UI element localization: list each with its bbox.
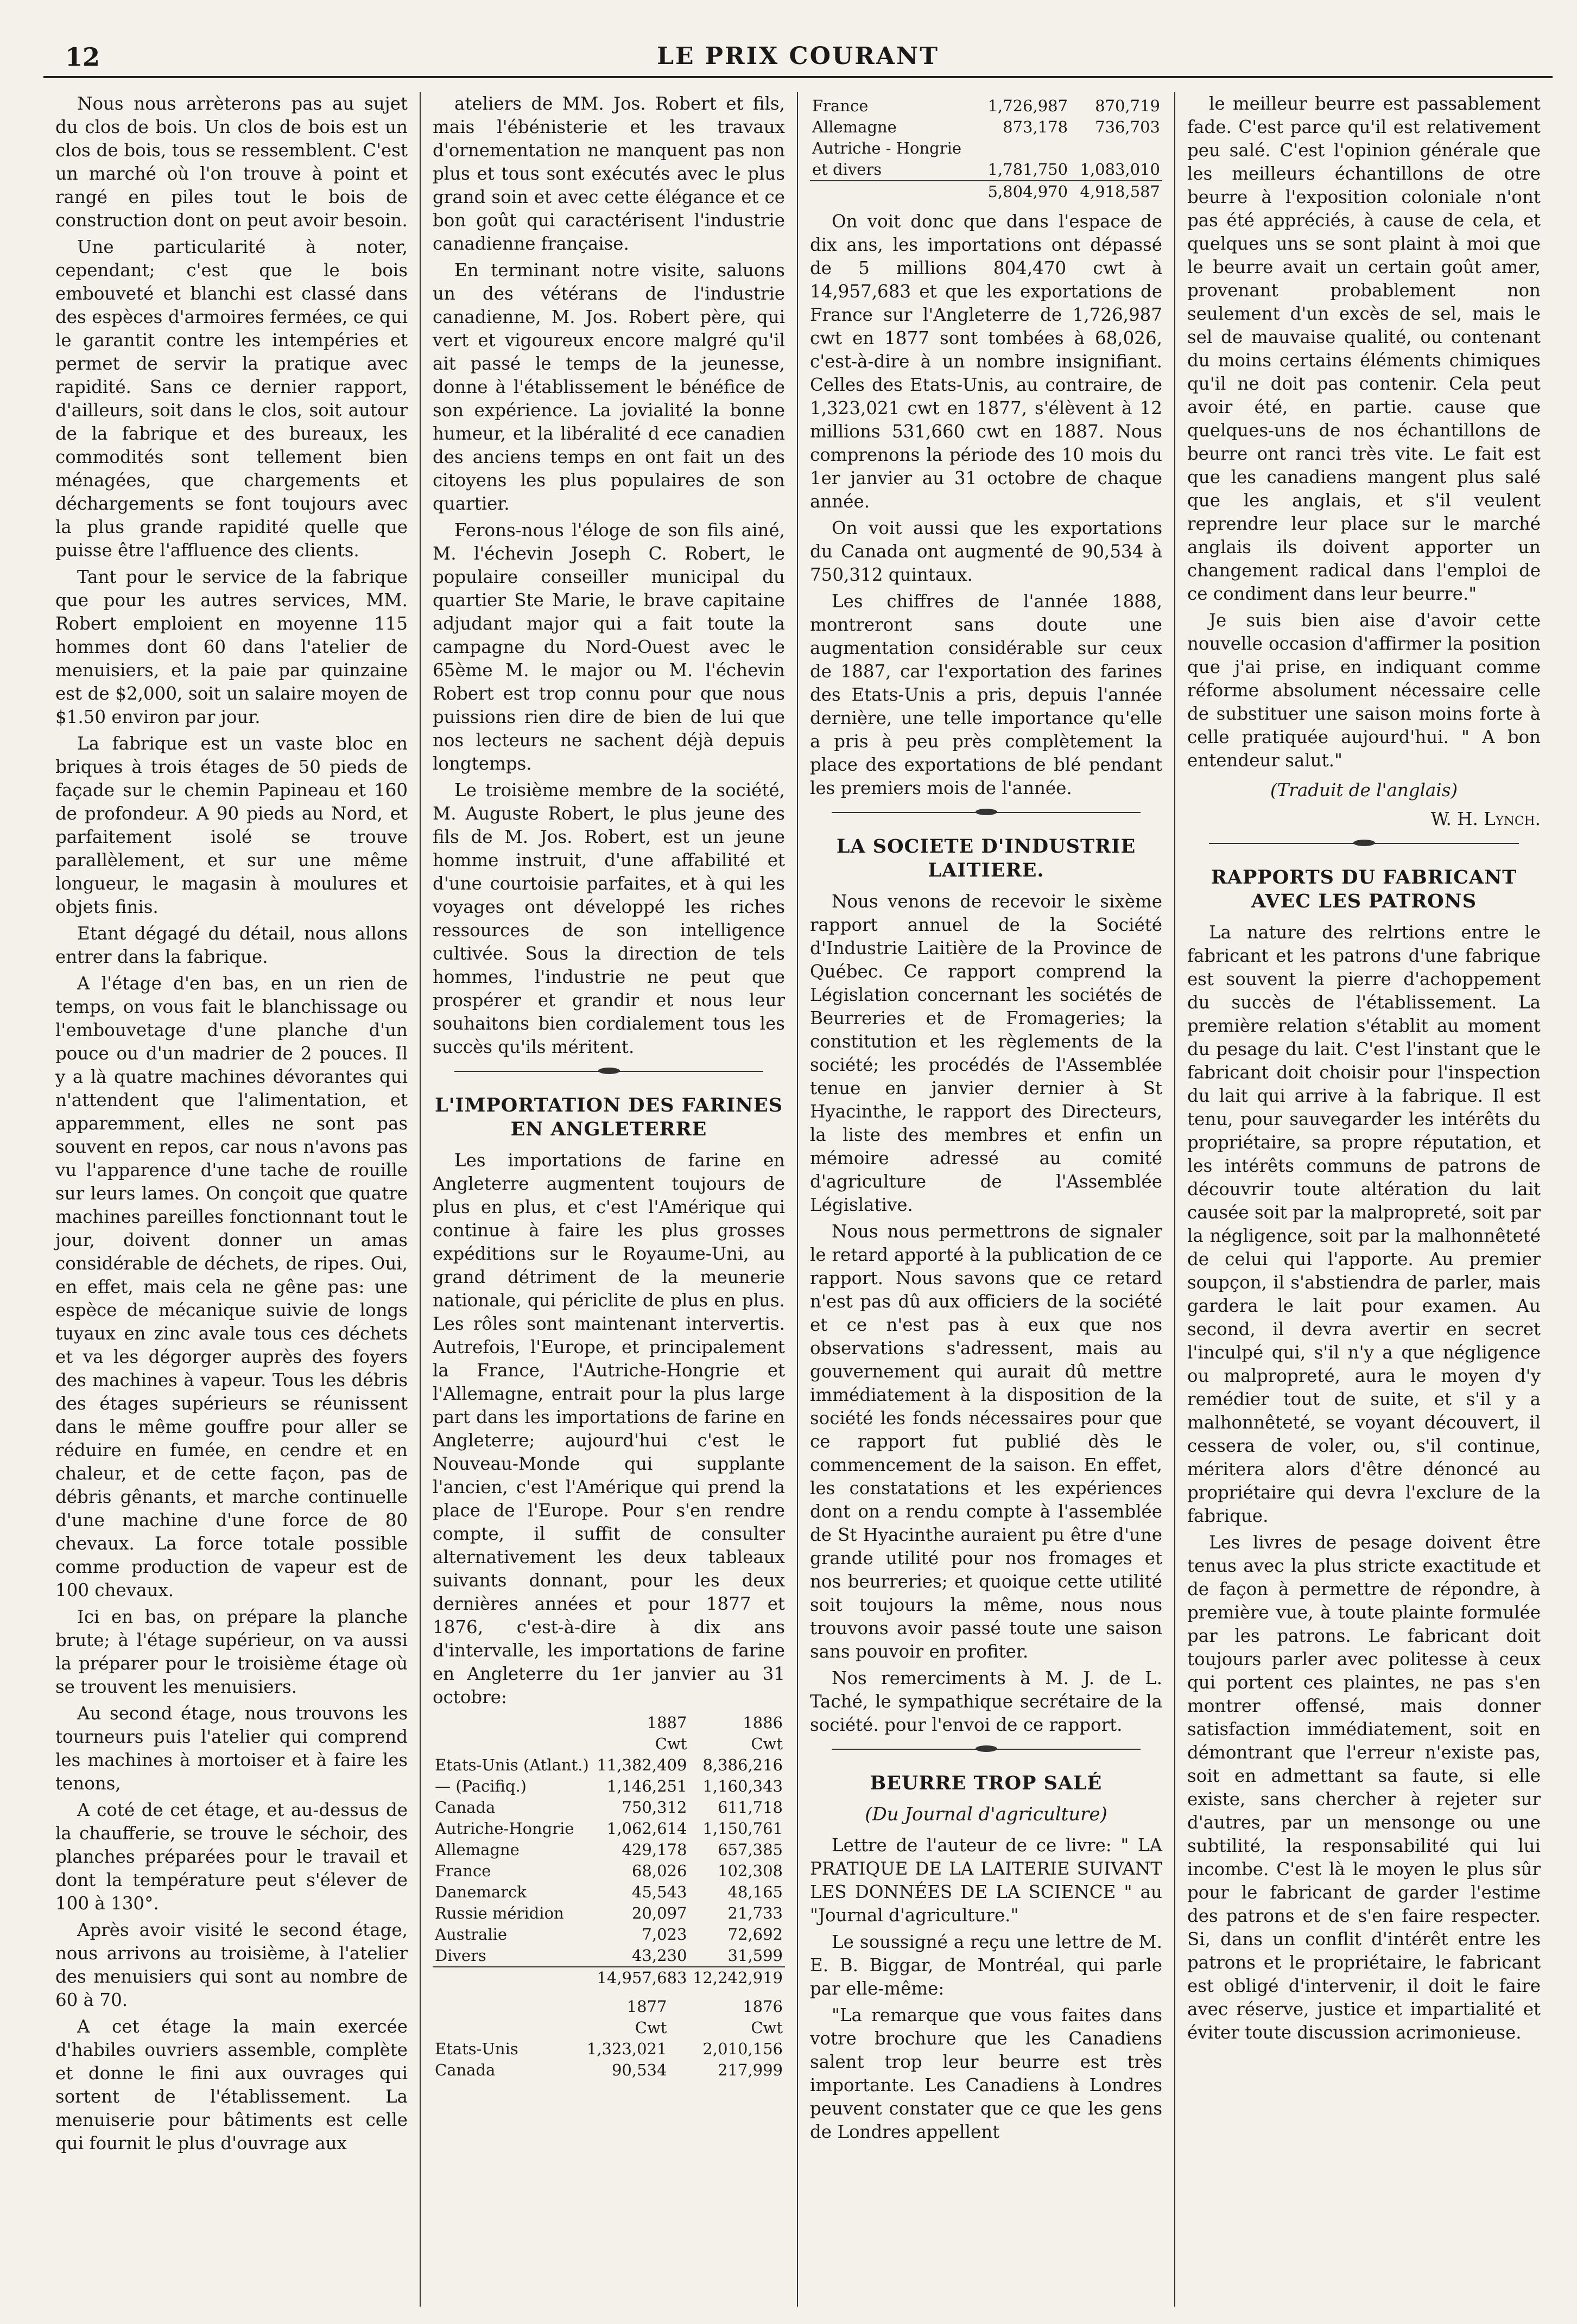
section-divider — [454, 1071, 763, 1072]
table-cell: 1,062,614 — [606, 1819, 687, 1838]
table-cell: Canada — [435, 1798, 496, 1817]
page-number: 12 — [65, 42, 100, 72]
table-row — [433, 1903, 785, 1924]
table-header-row — [433, 2017, 785, 2039]
table-row — [433, 2060, 785, 2081]
newspaper-title: LE PRIX COURANT — [657, 42, 939, 70]
table-cell: 870,719 — [1095, 97, 1160, 115]
table-cell: 72,692 — [727, 1925, 783, 1944]
paragraph: "La remarque que vous faites dans votre brochure que les Canadiens salent trop leur beurre est très importante. Les Canadiens à Londres peuvent constater que ce que les gens de Londres appellent — [810, 2005, 1162, 2142]
table-cell: 429,178 — [622, 1840, 687, 1859]
table-cell: 43,230 — [631, 1946, 687, 1965]
paragraph: Nos remerciments à M. J. de L. Taché, le sympathique secrétaire de la société. pour l'envoi de ce rapport. — [810, 1668, 1162, 1735]
data-table — [433, 1996, 785, 2081]
table-total-row — [810, 181, 1162, 202]
table-cell: 1,323,021 — [586, 2040, 667, 2058]
table-header-cell: 1887 — [647, 1713, 687, 1732]
table-cell: 48,165 — [727, 1883, 783, 1901]
table-header-cell: Cwt — [635, 2018, 667, 2037]
table-total-cell: 12,242,919 — [689, 1967, 785, 1989]
table-header-cell: Cwt — [751, 1735, 783, 1753]
table-cell: 20,097 — [631, 1904, 687, 1922]
paragraph: Nous venons de recevoir le sixème rapport annuel de la Société d'Industrie Laitière de la Province de Québec. Ce rapport comprend la Législation concernant les sociétés de Beurreries et de Fromageries; la constitution et les règlements de la société; les procédés de l'Assemblée tenue en janvier dernier à St Hyacinthe, le rapport des Directeurs, la liste des membres et enfin un mémoire adressé au comité d'agriculture de l'Assemblée Législative. — [810, 891, 1162, 1215]
table-header-cell: Cwt — [751, 2018, 783, 2037]
table-row — [433, 1924, 785, 1945]
table-cell: 1,781,750 — [987, 160, 1068, 179]
paragraph: Nous nous permettrons de signaler le retard apporté à la publication de ce rapport. Nous savons que ce retard n'est pas dû aux officiers de la société et ce n'est pas à eux que nos observations s'adressent, mais au gouvernement qui aurait dû mettre immédiatement à la disposition de la société les fonds nécessaires pour que ce rapport fut publié dès le commencement de la saison. En effet, les constatations et les expériences dont on a rendu compte à l'assemblée de St Hyacinthe auraient pu être d'une grande utilité pour nos fromages et nos beurreries; et quoique cette utilité soit toujours la même, nous nous trouvons avoir passé toute une saison sans pouvoir en profiter. — [810, 1221, 1162, 1662]
data-table — [810, 96, 1162, 202]
table-row — [810, 159, 1162, 181]
article-heading: RAPPORTS DU FABRICANT AVEC LES PATRONS — [1211, 866, 1517, 912]
column-3 — [798, 92, 1175, 2307]
table-header-cell: Cwt — [655, 1735, 687, 1753]
table-total-cell: 5,804,970 — [978, 181, 1070, 202]
table-row — [433, 1797, 785, 1818]
table-cell: France — [435, 1862, 491, 1880]
paragraph: Je suis bien aise d'avoir cette nouvelle occasion d'affirmer la position que j'ai prise, en indiquant comme réforme absolument nécessaire celle de substituer une saison moins forte à celle pratiquée aujourd'hui. " A bon entendeur salut." — [1187, 610, 1541, 771]
paragraph: La fabrique est un vaste bloc en briques à trois étages de 50 pieds de façade sur le chemin Papineau et 160 de profondeur. A 90 pieds au Nord, et parfaitement isolé se trouve parallèlement, et sur une même longueur, le magasin à moulures et objets finis. — [55, 733, 408, 917]
table-cell: 2,010,156 — [702, 2040, 783, 2058]
table-cell: Divers — [435, 1946, 486, 1965]
paragraph: A coté de cet étage, et au-dessus de la chaufferie, se trouve le séchoir, des planches préparées pour le travail et dont la température peut s'élever de 100 à 130°. — [55, 1800, 408, 1914]
table-row — [433, 1861, 785, 1882]
table-cell: Etats-Unis — [435, 2040, 518, 2058]
table-cell: Allemagne — [812, 118, 897, 136]
table-row — [433, 1882, 785, 1903]
page-header — [43, 38, 1553, 78]
table-cell: 1,160,343 — [702, 1777, 783, 1795]
article-heading: LA SOCIETE D'INDUSTRIE LAITIERE. — [836, 835, 1136, 881]
section-divider — [832, 1749, 1141, 1750]
table-cell: 1,146,251 — [606, 1777, 687, 1795]
table-cell: 21,733 — [727, 1904, 783, 1922]
table-cell — [810, 181, 978, 202]
section-divider — [1209, 843, 1519, 844]
paragraph: Les chiffres de l'année 1888, montreront sans doute une augmentation considérable sur ceux de 1887, car l'exportation des farines des Etats-Unis a pris, depuis l'année dernière, une telle importance qu'elle a pris à peu près complètement la place des exportations de blé pendant les premiers mois de l'année. — [810, 591, 1162, 798]
paragraph: ateliers de MM. Jos. Robert et fils, mais l'ébénisterie et les travaux d'ornementation ne manquent pas non plus et tous sont exécutés avec le plus grand soin et avec cette élégance et ce bon goût qui caractérisent l'industrie canadienne française. — [433, 93, 785, 254]
table-header-row — [433, 1734, 785, 1755]
table-cell — [978, 138, 1070, 159]
paragraph: le meilleur beurre est passablement fade. C'est parce qu'il est relativement peu salé. C'est l'opinion générale que les meilleurs échantillons de otre beurre à l'exposition coloniale n'ont pas été appréciés, à cause de cela, et quelques uns se sont plaint à moi que le beurre avait un certain goût amer, provenant probablement non seulement d'un excès de sel, mais le sel de mauvaise qualité, ou contenant du moins certains éléments chimiques qu'il ne doit pas contenir. Cela peut avoir été, en partie. cause que quelques-uns de nos échantillons de beurre ont ranci très vite. Le fait est que les canadiens mangent plus salé que les anglais, et s'il veulent reprendre leur place sur le marché anglais ils doivent apporter un changement radical dans l'emploi de ce condiment dans leur beurre." — [1187, 93, 1541, 604]
paragraph: Nous nous arrèterons pas au sujet du clos de bois. Un clos de bois est un clos de bois, tous se ressemblent. C'est un marché où l'on trouve à point et rangé en piles tout le bois de construction dont on peut avoir besoin. — [55, 93, 408, 231]
column-4 — [1175, 92, 1553, 2307]
table-cell: 657,385 — [718, 1840, 783, 1859]
table-row — [433, 1776, 785, 1797]
table-header-row — [433, 1996, 785, 2017]
table-cell: 8,386,216 — [702, 1756, 783, 1774]
article-heading: L'IMPORTATION DES FARINES EN ANGLETERRE — [434, 1094, 783, 1140]
paragraph: A cet étage la main exercée d'habiles ouvriers assemble, complète et donne le fini aux ouvrages qui sortent de l'établissement. La menuiserie pour bâtiments est celle qui fournit le plus d'ouvrage aux — [55, 2016, 408, 2154]
table-cell: Danemarck — [435, 1883, 527, 1901]
data-table — [433, 1712, 785, 1989]
article-heading: BEURRE TROP SALÉ — [870, 1772, 1103, 1794]
table-header-cell — [433, 1996, 553, 2017]
table-row — [433, 1839, 785, 1861]
table-cell: 736,703 — [1095, 118, 1160, 136]
table-cell: 1,726,987 — [987, 97, 1068, 115]
paragraph: Ferons-nous l'éloge de son fils ainé, M. l'échevin Joseph C. Robert, le populaire conseiller municipal du quartier Ste Marie, le brave capitaine adjudant major qui a fait toute la campagne du Nord-Ouest avec le 65ème M. le major ou M. l'échevin Robert est trop connu pour que nous puissions rien dire de bien de lui que nos lecteurs ne sachent déjà depuis longtemps. — [433, 520, 785, 774]
article-subheading: (Du Journal d'agriculture) — [865, 1804, 1107, 1825]
table-row — [433, 1945, 785, 1967]
table-header-cell: 1876 — [743, 1997, 783, 2016]
table-row — [810, 96, 1162, 117]
table-cell: 90,534 — [611, 2061, 667, 2079]
paragraph: Lettre de l'auteur de ce livre: " LA PRATIQUE DE LA LAITERIE SUIVANT LES DONNÉES DE LA SCIENCE " au "Journal d'agriculture." — [810, 1835, 1162, 1926]
paragraph: Ici en bas, on prépare la planche brute; à l'étage supérieur, on va aussi la préparer pour le troisième étage où se trouvent les menuisiers. — [55, 1607, 408, 1697]
paragraph: On voit aussi que les exportations du Canada ont augmenté de 90,534 à 750,312 quintaux. — [810, 518, 1162, 585]
table-total-row — [433, 1967, 785, 1989]
table-header-cell — [433, 2017, 553, 2039]
paragraph: Les importations de farine en Angleterre augmentent toujours de plus en plus, et c'est l'Amérique qui continue à faire les plus grosses expéditions sur le Royaume-Uni, au grand détriment de la meunerie nationale, qui périclite de plus en plus. Les rôles sont maintenant intervertis. Autrefois, l'Europe, et principalement la France, l'Autriche-Hongrie et l'Allemagne, entrait pour la plus large part dans les importations de farine en Angleterre; aujourd'hui c'est le Nouveau-Monde qui supplante l'ancien, c'est l'Amérique qui prend la place de l'Europe. Pour s'en rendre compte, il suffit de consulter alternativement les deux tableaux suivants donnant, pour les deux dernières années et pour 1877 et 1876, c'est-à-dire à dix ans d'intervalle, les importations de farine en Angleterre du 1er janvier au 31 octobre: — [433, 1150, 785, 1707]
table-cell — [433, 1967, 593, 1989]
table-cell: Autriche-Hongrie — [435, 1819, 574, 1838]
paragraph: Les livres de pesage doivent être tenus avec la plus stricte exactitude et de façon à permettre de répondre, à première vue, à toute plainte formulée par les patrons. Le fabricant doit toujours parler avec politesse à ceux qui portent ces plaintes, ne pas s'en montrer offensé, mais donner satisfaction immédiatement, soit en démontrant que l'erreur n'existe pas, soit en admettant sa faute, si elle existe, sans chercher à rejeter sur d'autres, par un mensonge ou une subtilité, la responsabilité qui lui incombe. C'est là le moyen le plus sûr pour le fabricant de garder l'estime des patrons et de s'en faire respecter. Si, dans un conflit d'intérêt entre les patrons et le propriétaire, le fabricant est obligé d'intervenir, il doit le faire avec réserve, justice et impartialité et éviter toute discussion acrimonieuse. — [1187, 1532, 1541, 2043]
section-divider — [832, 812, 1141, 813]
table-cell: Autriche - Hongrie — [812, 139, 962, 157]
paragraph: La nature des relrtions entre le fabricant et les patrons d'une fabrique est souvent la pierre d'achoppement du succès de l'établissement. La première relation s'établit au moment du pesage du lait. C'est l'instant que le fabricant doit choisir pour l'inspection du lait qui arrive à la fabrique. Il est tenu, pour sauvegarder les intérêts du propriétaire, sa propre réputation, et les intérêts communs de patrons de découvrir toute altération du lait causée soit par la malpropreté, soit par la négligence, soit par la malhonnêteté de celui qui l'apporte. Au premier soupçon, il s'abstiendra de parler, mais gardera le lait pour examen. Au second, il devra avertir en secret l'inculpé qui, s'il n'y a que négligence ou malpropreté, aura le moyen d'y remédier tout de suite, et s'il y a malhonnêteté, se voyant découvert, il cessera de voler, ou, s'il continue, méritera alors d'être dénoncé au propriétaire qui devra l'exclure de la fabrique. — [1187, 922, 1541, 1526]
table-header-cell — [433, 1734, 593, 1755]
table-cell: 7,023 — [642, 1925, 687, 1944]
paragraph: Après avoir visité le second étage, nous arrivons au troisième, à l'atelier des menuisiers qui sont au nombre de 60 à 70. — [55, 1920, 408, 2010]
table-cell: 11,382,409 — [597, 1756, 687, 1774]
paragraph: Etant dégagé du détail, nous allons entrer dans la fabrique. — [55, 923, 408, 967]
paragraph: En terminant notre visite, saluons un des vétérans de l'industrie canadienne, M. Jos. Robert père, qui vert et vigoureux encore malgré qu'il ait passé le temps de la jeunesse, donne à l'établissement le bénéfice de son expérience. La jovialité la bonne humeur, et la libéralité d ece canadien des anciens temps en ont fait un des citoyens les plus populaires de son quartier. — [433, 260, 785, 514]
article-columns — [43, 92, 1553, 2307]
table-cell: 68,026 — [631, 1862, 687, 1880]
paragraph: Le troisième membre de la société, M. Auguste Robert, le plus jeune des fils de M. Jos. Robert, est un jeune homme instruit, d'une affabilité et d'une courtoisie parfaites, et à qui les voyages ont développé les riches ressources de son intelligence cultivée. Sous la direction de tels hommes, l'industrie ne peut que prospérer et grandir et nous leur souhaitons bien cordialement tous les succès qu'ils méritent. — [433, 780, 785, 1057]
table-header-row — [433, 1712, 785, 1734]
table-cell: 45,543 — [631, 1883, 687, 1901]
translation-credit: (Traduit de l'anglais) — [1270, 780, 1458, 801]
table-cell: Russie méridion — [435, 1904, 564, 1922]
table-header-cell: 1877 — [626, 1997, 667, 2016]
table-cell: Australie — [435, 1925, 508, 1944]
table-cell: 611,718 — [718, 1798, 783, 1817]
table-cell: 750,312 — [622, 1798, 687, 1817]
paragraph: Tant pour le service de la fabrique que pour les autres services, MM. Robert emploient en moyenne 115 hommes dont 60 dans l'atelier de menuisiers, et la paie par quinzaine est de $2,000, soit un salaire moyen de $1.50 environ par jour. — [55, 567, 408, 727]
table-cell: 1,083,010 — [1080, 160, 1160, 179]
table-cell: 102,308 — [718, 1862, 783, 1880]
table-cell — [1070, 138, 1162, 159]
author-signature: W. H. Lynch. — [1430, 809, 1541, 829]
table-cell: Canada — [435, 2061, 496, 2079]
paragraph: Au second étage, nous trouvons les tourneurs puis l'atelier qui comprend les machines à mortoiser et à faire les tenons, — [55, 1703, 408, 1794]
table-total-cell: 4,918,587 — [1070, 181, 1162, 202]
column-1 — [43, 92, 421, 2307]
table-row — [810, 117, 1162, 138]
table-cell: et divers — [812, 160, 882, 179]
paragraph: Le soussigné a reçu une lettre de M. E. B. Biggar, de Montréal, qui parle par elle-même: — [810, 1932, 1162, 1999]
table-row — [810, 138, 1162, 159]
table-cell: 873,178 — [1003, 118, 1068, 136]
table-cell: Etats-Unis (Atlant.) — [435, 1756, 589, 1774]
table-cell: 31,599 — [727, 1946, 783, 1965]
paragraph: Une particularité à noter, cependant; c'est que le bois embouveté et blanchi est classé dans des espèces d'armoires fermées, ce qui le garantit contre les intempéries et permet de servir la pratique avec rapidité. Sans ce dernier rapport, d'ailleurs, soit dans le clos, soit autour de la fabrique et des bureaux, les commodités sont tellement bien ménagées, que chargements et déchargements se font toujours avec la plus grande rapidité quelle que puisse être l'affluence des clients. — [55, 237, 408, 561]
column-2 — [421, 92, 798, 2307]
table-cell: 1,150,761 — [702, 1819, 783, 1838]
table-cell: France — [812, 97, 869, 115]
paragraph: A l'étage d'en bas, en un rien de temps, on vous fait le blanchissage ou l'embouvetage d'une planche d'un pouce ou d'un madrier de 2 pouces. Il y a là quatre machines dévorantes qui n'attendent que l'alimentation, et apparemment, elles ne sont pas souvent en repos, car nous n'avons pas vu l'apparence d'une tache de rouille sur leurs lames. On conçoit que quatre machines pareilles fonctionnant tout le jour, doivent donner un amas considérable de déchets, de ripes. Oui, en effet, mais cela ne gêne pas: une espèce de mécanique suivie de longs tuyaux en zinc avale tous ces déchets et va les dégorger auprès des foyers des machines à vapeur. Tous les débris des étages supérieurs se réunissent dans le même gouffre pour aller se réduire en fumée, en cendre et en chaleur, et de cette façon, pas de débris gênants, et marche continuelle d'une machine d'une force de 80 chevaux. La force totale possible comme production de vapeur est de 100 chevaux. — [55, 973, 408, 1601]
table-row — [433, 1818, 785, 1839]
table-row — [433, 2039, 785, 2060]
table-header-cell — [433, 1712, 593, 1734]
table-total-cell: 14,957,683 — [593, 1967, 689, 1989]
table-cell: — (Pacifiq.) — [435, 1777, 527, 1795]
table-header-cell: 1886 — [743, 1713, 783, 1732]
table-cell: Allemagne — [435, 1840, 520, 1859]
paragraph: On voit donc que dans l'espace de dix ans, les importations ont dépassé de 5 millions 804,470 cwt à 14,957,683 et que les exportations de France sur l'Angleterre de 1,726,987 cwt en 1877 sont tombées à 68,026, c'est-à-dire à un nombre insignifiant. Celles des Etats-Unis, au contraire, de 1,323,021 cwt en 1877, s'élèvent à 12 millions 531,660 cwt en 1887. Nous comprenons la période des 10 mois du 1er janvier au 31 octobre de chaque année. — [810, 211, 1162, 512]
table-cell: 217,999 — [718, 2061, 783, 2079]
table-row — [433, 1755, 785, 1776]
